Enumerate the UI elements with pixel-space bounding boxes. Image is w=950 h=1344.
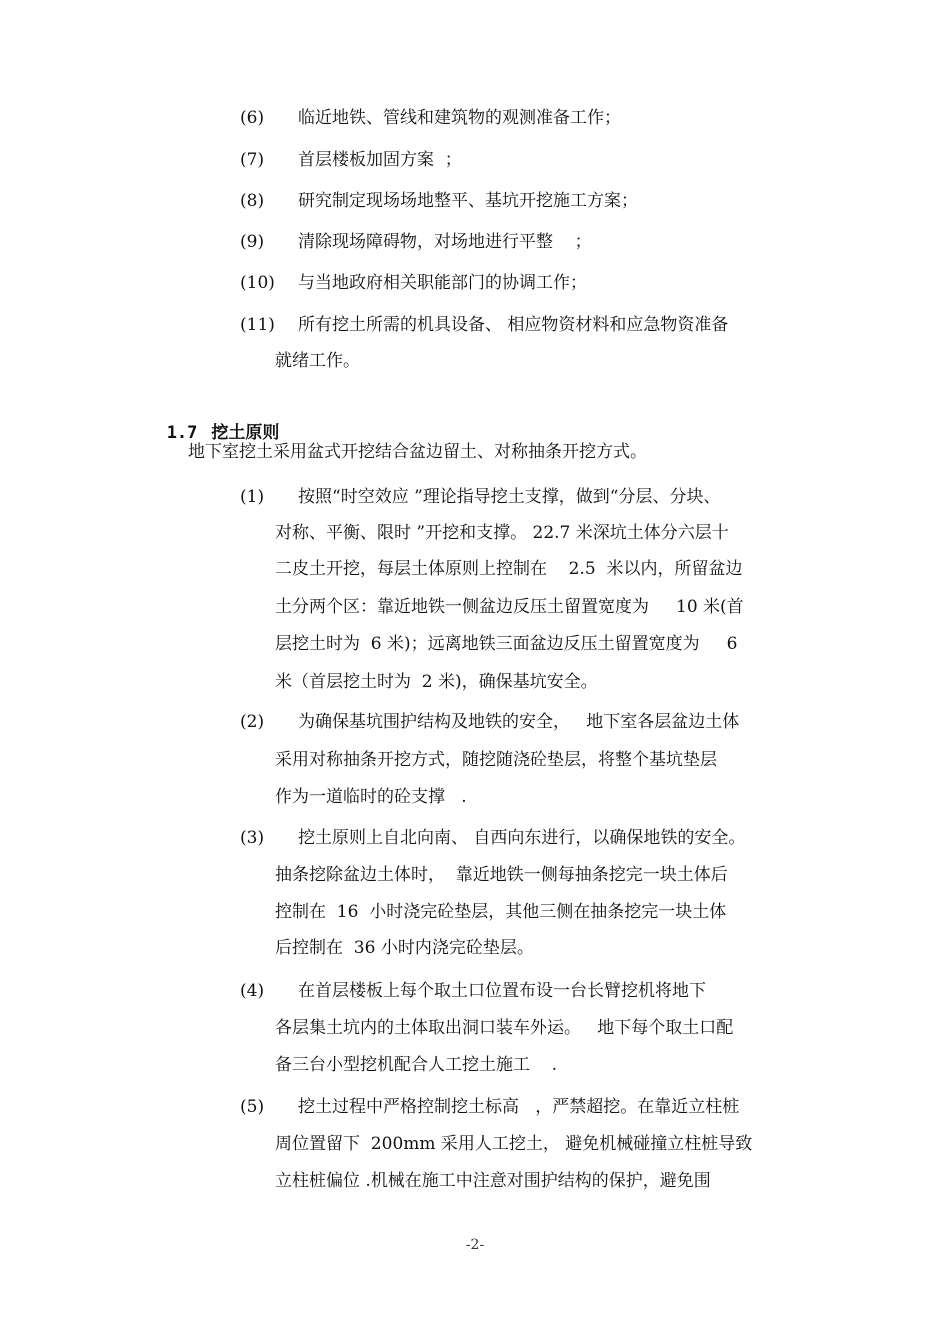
item-text: 层挖土时为 6 米)；远离地铁三面盆边反压土留置宽度为 6: [275, 634, 738, 654]
item-text: 挖土过程中严格控制挖土标高 ，严禁超挖。在靠近立柱桩: [298, 1097, 740, 1117]
item-text: 米（首层挖土时为 2 米)，确保基坑安全。: [275, 672, 598, 692]
item-text: 各层集土坑内的土体取出洞口装车外运。 地下每个取土口配: [275, 1018, 734, 1038]
item-text: 控制在 16 小时浇完砼垫层，其他三侧在抽条挖完一块土体: [275, 902, 727, 922]
item-text: 所有挖土所需的机具设备、 相应物资材料和应急物资准备: [298, 315, 729, 335]
item-number: (2): [240, 712, 265, 732]
item-text: 周位置留下 200mm 采用人工挖土， 避免机械碰撞立柱桩导致: [275, 1134, 753, 1154]
item-number: (5): [240, 1097, 265, 1117]
item-number: (3): [240, 828, 265, 848]
item-text: 清除现场障碍物，对场地进行平整 ；: [298, 232, 592, 252]
item-text: 与当地政府相关职能部门的协调工作；: [298, 273, 587, 293]
item-text: 首层楼板加固方案 ；: [298, 150, 462, 170]
item-number: (7): [240, 150, 265, 170]
item-number: (4): [240, 981, 265, 1001]
item-number: (10): [240, 273, 275, 293]
item-text: 备三台小型挖机配合人工挖土施工 .: [275, 1055, 558, 1075]
section-number: 1.7: [166, 423, 198, 443]
item-text: 对称、平衡、限时 ”开挖和支撑。 22.7 米深坑土体分六层十: [275, 523, 729, 543]
item-text: 土分两个区：靠近地铁一侧盆边反压土留置宽度为 10 米(首: [275, 597, 744, 617]
item-text: 立柱桩偏位 .机械在施工中注意对围护结构的保护，避免围: [275, 1171, 711, 1191]
item-text: 挖土原则上自北向南、 自西向东进行，以确保地铁的安全。: [298, 828, 746, 848]
item-number: (6): [240, 108, 265, 128]
item-text: 在首层楼板上每个取土口位置布设一台长臂挖机将地下: [298, 981, 706, 1001]
item-text: 为确保基坑围护结构及地铁的安全， 地下室各层盆边土体: [298, 712, 740, 732]
item-text: 就绪工作。: [275, 351, 360, 371]
item-text: 按照“时空效应 ”理论指导挖土支撑，做到“分层、分块、: [298, 487, 721, 507]
item-number: (11): [240, 315, 275, 335]
item-number: (8): [240, 191, 265, 211]
item-text: 二皮土开挖，每层土体原则上控制在 2.5 米以内，所留盆边: [275, 559, 743, 579]
item-text: 研究制定现场场地整平、基坑开挖施工方案；: [298, 191, 638, 211]
item-number: (1): [240, 487, 265, 507]
item-number: (9): [240, 232, 265, 252]
section-title: 挖土原则: [211, 423, 280, 443]
item-text: 抽条挖除盆边土体时， 靠近地铁一侧每抽条挖完一块土体后: [275, 865, 728, 885]
page-number: -2-: [465, 1237, 485, 1253]
item-text: 临近地铁、管线和建筑物的观测准备工作；: [298, 108, 621, 128]
item-text: 后控制在 36 小时内浇完砼垫层。: [275, 938, 534, 958]
item-text: 采用对称抽条开挖方式，随挖随浇砼垫层，将整个基坑垫层: [275, 750, 717, 770]
item-text: 作为一道临时的砼支撑 .: [275, 787, 467, 807]
section-intro: 地下室挖土采用盆式开挖结合盆边留土、对称抽条开挖方式。: [188, 442, 647, 462]
